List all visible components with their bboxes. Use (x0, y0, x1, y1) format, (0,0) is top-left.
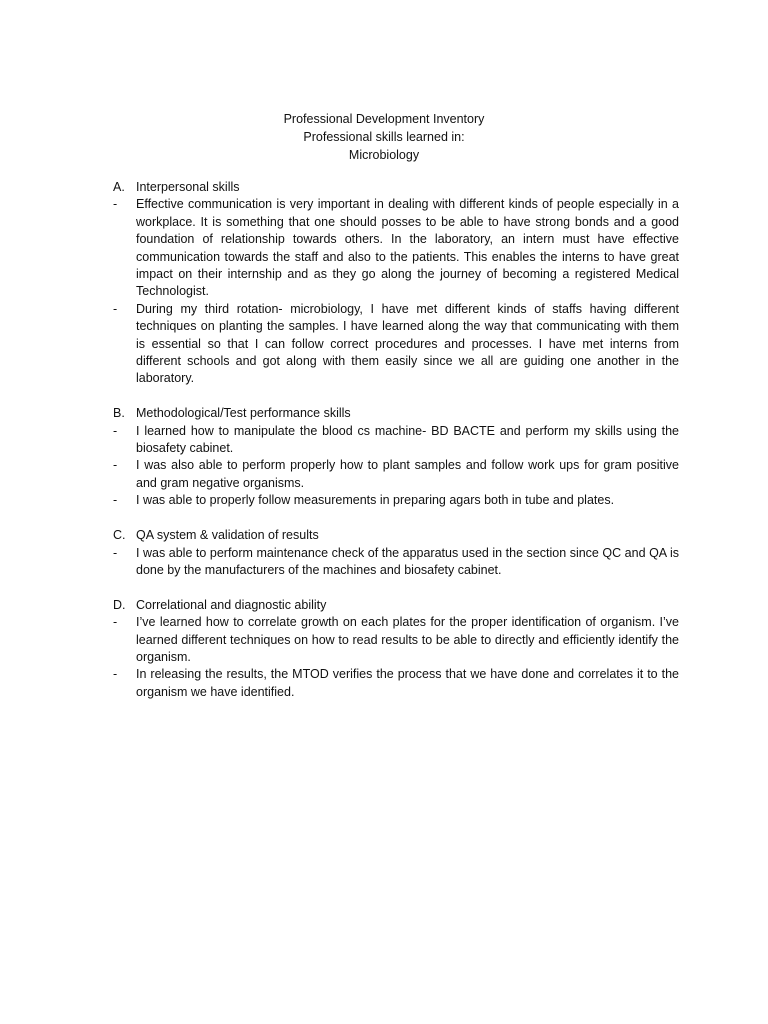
bullet-marker: - (113, 493, 118, 508)
list-item (113, 196, 679, 300)
list-item (113, 666, 679, 701)
list-item-text: I learned how to manipulate the blood cs machine- BD BACTE and perform my skills using the biosafety cabinet. (136, 423, 679, 456)
section-heading (113, 405, 679, 422)
section-heading (113, 527, 679, 544)
document-subject: Microbiology (348, 148, 420, 162)
list-item (113, 614, 679, 666)
list-item-text: I was able to perform maintenance check of the apparatus used in the section since QC and QA is done by the manufacturers of the machines and biosafety cabinet. (136, 545, 679, 577)
list-item (113, 545, 679, 580)
bullet-marker: - (113, 423, 118, 438)
document-header (0, 110, 768, 164)
document-title: Professional Development Inventory (283, 112, 485, 126)
section-letter: B. (113, 406, 125, 421)
section-letter: D. (113, 597, 126, 612)
section-interpersonal-skills (113, 179, 679, 388)
section-qa-system (113, 527, 679, 579)
list-item-text: Effective communication is very important in dealing with different kinds of people especially in a workplace. It is something that one should posses to be able to have strong bonds and a good foundation of relationship towards others. In the laboratory, an intern must have effective communication towards the staff and also to the patients. This enables the interns to have great impact on their internship and as they go along the journey of becoming a registered Medical Technologist. (136, 197, 679, 299)
bullet-marker: - (113, 545, 118, 560)
section-heading (113, 179, 679, 196)
section-title: QA system & validation of results (136, 528, 319, 543)
section-heading (113, 597, 679, 614)
list-item (113, 492, 679, 509)
list-item-text: I was also able to perform properly how to plant samples and follow work ups for gram positive and gram negative organisms. (136, 458, 679, 490)
bullet-marker: - (113, 667, 118, 682)
list-item (113, 301, 679, 388)
section-title: Interpersonal skills (136, 180, 240, 194)
section-title: Methodological/Test performance skills (136, 406, 351, 421)
list-item-text: I’ve learned how to correlate growth on each plates for the proper identification of organism. I’ve learned different techniques on how to read results to be able to directly and efficiently identify the organism. (136, 615, 679, 664)
document-subtitle: Professional skills learned in: (303, 130, 465, 144)
list-item-text: I was able to properly follow measurements in preparing agars both in tube and plates. (136, 493, 615, 508)
document-body (113, 179, 679, 719)
section-methodological-skills (113, 405, 679, 509)
list-item-text: In releasing the results, the MTOD verifies the process that we have done and correlates it to the organism we have identified. (136, 667, 679, 699)
section-title: Correlational and diagnostic ability (136, 597, 327, 612)
list-item (113, 423, 679, 458)
section-correlational-ability (113, 597, 679, 701)
bullet-marker: - (113, 197, 118, 212)
bullet-marker: - (113, 458, 118, 473)
section-letter: C. (113, 528, 126, 543)
bullet-marker: - (113, 615, 118, 630)
list-item-text: During my third rotation- microbiology, I have met different kinds of staffs having different techniques on planting the samples. I have learned along the way that communicating with them is essential so that I can follow correct procedures and processes. I have met interns from different schools and got along with them easily since we all are guiding one another in the laboratory. (136, 301, 679, 386)
section-letter: A. (113, 180, 125, 194)
list-item (113, 457, 679, 492)
bullet-marker: - (113, 301, 118, 316)
